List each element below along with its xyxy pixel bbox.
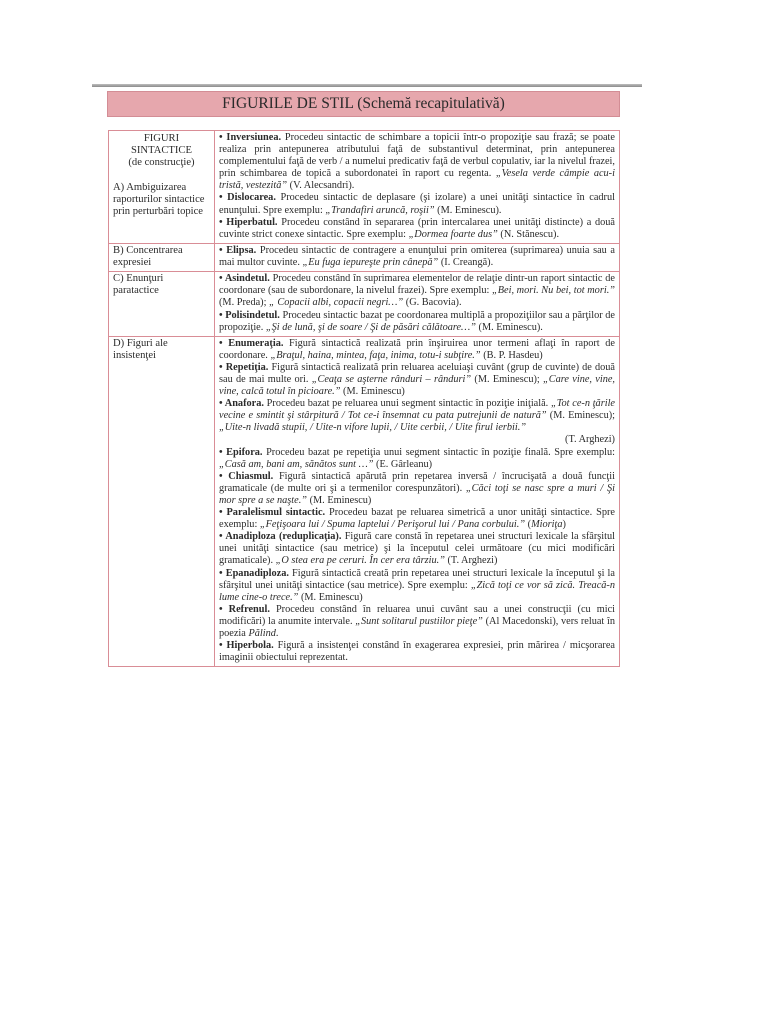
example-source: (Al Macedonski), vers reluat în poezia <box>219 615 615 639</box>
figure-definition: Figură sintactică apărută prin repetarea inversă / încrucişată a două funcţii gramaticale (de multe ori şi a termenilor corespunzători). <box>219 470 615 494</box>
figure-term: • Epanadiploza. <box>219 567 289 579</box>
figure-example: „Eu fuga iepureşte prin cânepă” <box>302 256 439 268</box>
scheme-table <box>108 130 620 667</box>
content-cell <box>215 336 620 667</box>
figure-example: „Vesela verde câmpie acu-i tristă, vestezită” <box>219 168 615 192</box>
example-source: (T. Arghezi) <box>565 434 615 446</box>
figure-example: „Care vine, vine, vine, calcă totul în picioare.” <box>219 374 615 398</box>
category-heading <box>113 133 210 170</box>
category-cell <box>109 272 215 336</box>
figure-entry <box>219 398 615 446</box>
content-cell <box>215 243 620 271</box>
example-source: (M. Eminescu); <box>471 374 544 385</box>
figure-definition: Figură care constă în repetarea unei structuri lexicale la sfârşitul unei unităţi sintactice (sau metrice) şi la începutul celei următoare (cu mici modificări gramaticale). <box>219 531 616 567</box>
table-row <box>109 131 620 244</box>
figure-definition: Figură sintactică realizată prin înşiruirea unor termeni aflaţi în raport de coordonare. <box>219 337 615 361</box>
figure-entry <box>219 245 615 269</box>
example-source: (M. Eminescu). <box>475 321 543 333</box>
example-source: (T. Arghezi) <box>444 555 498 567</box>
figure-definition: Figură sintactică creată prin repetarea unei structuri lexicale la începutul şi la sfârşitul unei unităţi sintactice (sau metrice). Spre exemplu: <box>219 567 615 591</box>
figure-example: „ Copacii albi, copacii negri…” <box>269 297 404 309</box>
figure-term: • Elipsa. <box>219 244 257 256</box>
figure-term: • Anafora. <box>219 398 264 410</box>
figure-term: • Hiperbatul. <box>219 216 278 228</box>
category-line: FIGURI <box>143 133 180 144</box>
figure-example: „Sunt solitarul pustiilor pieţe” <box>355 615 483 627</box>
figure-entry <box>219 273 615 309</box>
figure-entry <box>219 640 615 664</box>
figure-definition: Procedeu sintactic de contragere a enunţului prin omiterea (suprimarea) unuia sau a mai multor cuvinte. <box>219 244 615 268</box>
figure-entry <box>219 447 615 471</box>
figure-example: „Dormea foarte dus” <box>408 228 498 240</box>
figure-term: • Polisindetul. <box>219 309 280 321</box>
figure-term: • Asindetul. <box>219 273 270 285</box>
figure-definition: Figură a insistenţei constând în exagerarea expresiei, prin mărirea / micşorarea imaginii obiectului reprezentat. <box>219 640 615 664</box>
category-cell <box>109 131 215 244</box>
figure-definition: Procedeu sintactic de schimbare a topicii într-o propoziţie sau frază; se poate realiza prin antepunerea atributului faţă de substantivul determinat, prin antepunerea complementului faţă de verb / a numelui predicativ faţă de verbul copulativ, iar la nivelul frazei, prin schimbarea de topică a subordonatei în raport cu regenta. <box>219 132 615 180</box>
figure-example: „Zică toţi ce vor să zică. Treacă-n lume cine-o trece.” <box>219 579 615 603</box>
figure-term: • Epifora. <box>219 446 263 458</box>
example-source: (V. Alecsandri). <box>287 180 355 192</box>
figure-definition: Procedeu sintactic bazat pe coordonarea multiplă a propoziţiilor sau a părţilor de propoziţie. <box>219 309 615 333</box>
category-line: SINTACTICE <box>131 145 192 157</box>
content-cell <box>215 272 620 336</box>
figure-example: Pălind <box>248 627 276 639</box>
content-cell <box>215 131 620 244</box>
figure-term: • Hiperbola. <box>219 640 274 652</box>
figure-entry <box>219 192 615 216</box>
subcategory-label: A) Ambiguizarea raporturilor sintactice prin perturbări topice <box>113 181 205 218</box>
figure-example: „Şi de lună, şi de soare / Şi de păsări călătoare…” <box>265 321 476 333</box>
figure-entry <box>219 310 615 334</box>
figure-entry <box>219 568 615 604</box>
example-source: (E. Gârleanu) <box>373 458 433 470</box>
figure-example: „Trandafiri aruncă, roşii” <box>325 204 435 216</box>
figure-term: • Repetiţia. <box>219 361 269 373</box>
table-row <box>109 336 620 667</box>
figure-term: • Anadiploza (reduplicaţia). <box>219 531 342 543</box>
top-rule <box>92 84 642 87</box>
figure-term: • Refrenul. <box>219 603 270 615</box>
figure-example: „Ceaţa se aşterne rânduri – rânduri” <box>311 374 472 385</box>
table-row <box>109 272 620 336</box>
figure-definition: Procedeu constând în separarea (prin intercalarea unei unităţi distincte) a două cuvinte strict conexe sintactic. Spre exemplu: <box>219 216 615 240</box>
example-source: (M. Eminescu); <box>546 410 616 422</box>
example-source: ) <box>562 519 566 531</box>
figure-entry <box>219 531 615 567</box>
figure-example: „O stea era pe ceruri. În cer era târziu.” <box>275 555 445 567</box>
figure-definition: Procedeu constând în reluarea unui cuvânt sau a unei construcţii (cu mici modificări) la anumite intervale. <box>219 603 615 627</box>
figure-definition: Figură sintactică realizată prin reluarea aceluiaşi cuvânt (grup de cuvinte) de două sau de mai multe ori. <box>219 361 615 385</box>
figure-entry <box>219 507 615 531</box>
figure-entry <box>219 132 615 192</box>
example-source: (M. Eminescu) <box>340 386 405 398</box>
figure-term: • Paralelismul sintactic. <box>219 507 326 519</box>
category-line: (de construcţie) <box>128 157 195 169</box>
page-title: FIGURILE DE STIL (Schemă recapitulativă) <box>107 91 620 117</box>
figure-example: „Uite-n livadă stupii, / Uite-n vifore lupii, / Uite cerbii, / Uite firul ierbii.” <box>219 422 527 434</box>
example-source: (I. Creangă). <box>438 256 494 268</box>
figure-entry <box>219 362 615 398</box>
figure-definition: Procedeu bazat pe reluarea unui segment sintactic în poziţie iniţială. <box>263 398 551 410</box>
figure-entry <box>219 471 615 507</box>
example-source: (G. Bacovia). <box>403 297 462 309</box>
subcategory-label: D) Figuri ale insistenţei <box>113 337 168 361</box>
figure-term: • Dislocarea. <box>219 192 276 204</box>
figure-entry <box>219 338 615 362</box>
figure-entry <box>219 604 615 640</box>
example-source: (M. Preda); <box>219 297 270 309</box>
example-source: (M. Eminescu). <box>434 204 502 216</box>
example-source: ( <box>525 519 532 531</box>
figure-example: „Feţişoara lui / Spuma laptelui / Perişorul lui / Pana corbului.” <box>259 519 526 531</box>
category-cell <box>109 336 215 667</box>
figure-entry <box>219 217 615 241</box>
category-cell <box>109 243 215 271</box>
figure-term: • Enumeraţia. <box>219 337 284 349</box>
subcategory-label: B) Concentrarea expresiei <box>113 244 183 269</box>
figure-term: • Inversiunea. <box>219 132 282 143</box>
figure-definition: Procedeu bazat pe reluarea simetrică a unor unităţi sintactice. Spre exemplu: <box>219 507 615 531</box>
example-source: (B. P. Hasdeu) <box>480 349 543 361</box>
figure-example: „Braţul, haina, mintea, faţa, inima, totu-i subţire.” <box>270 349 481 361</box>
figure-definition: Procedeu bazat pe repetiţia unui segment sintactic în poziţie finală. Spre exemplu: <box>262 446 615 458</box>
example-source: (M. Eminescu) <box>307 494 372 506</box>
figure-definition: Procedeu constând în suprimarea elementelor de relaţie dintr-un raport sintactic de coordonare (sau de subordonare, la nivelul frazei). Spre exemplu: <box>219 273 616 297</box>
figure-definition: Procedeu sintactic de deplasare (şi izolare) a unei unităţi sintactice în cadrul enunţului. Spre exemplu: <box>219 192 615 216</box>
figure-term: • Chiasmul. <box>219 470 274 482</box>
figure-example: „Tot ce-n ţările vecine e smintit şi stârpitură / Tot ce-i însemnat cu pata putrejunii de natură” <box>219 398 615 422</box>
figure-example: „Căci toţi se nasc spre a muri / Şi mor spre a se naşte.” <box>219 482 615 506</box>
example-source: . <box>275 627 279 639</box>
figure-example: „Bei, mori. Nu bei, tot mori.” <box>492 285 615 297</box>
table-row <box>109 243 620 271</box>
example-source: (M. Eminescu) <box>298 591 363 603</box>
example-source: (N. Stănescu). <box>497 228 560 240</box>
figure-example: Mioriţa <box>531 519 563 531</box>
figure-example: „Casă am, bani am, sănătos sunt …” <box>219 458 374 470</box>
subcategory-label: C) Enunţuri paratactice <box>113 273 164 297</box>
